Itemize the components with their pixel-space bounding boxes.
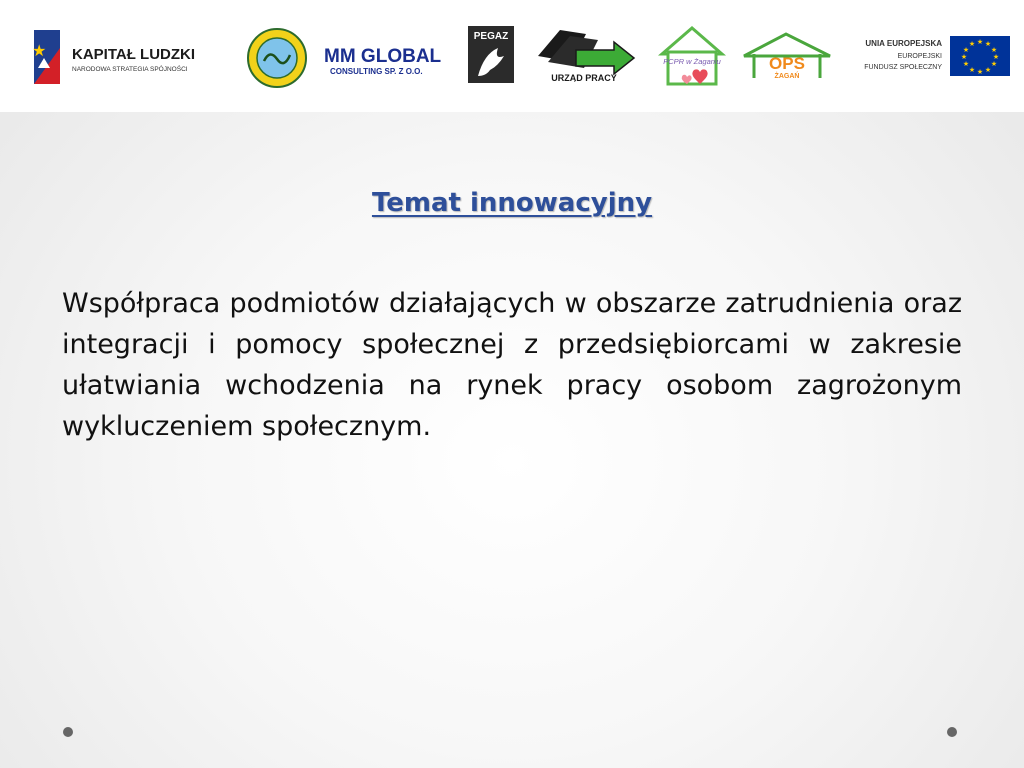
svg-text:★: ★: [962, 61, 970, 68]
ops-logo: [740, 32, 834, 82]
kapital-ludzki-subtitle: NARODOWA STRATEGIA SPÓJNOŚCI: [72, 66, 188, 73]
left-decorative-dot: [63, 727, 73, 737]
svg-text:★: ★: [976, 39, 984, 46]
svg-text:★: ★: [968, 41, 976, 48]
slide-title: Temat innowacyjny: [371, 188, 653, 218]
svg-text:★: ★: [968, 67, 976, 74]
ops-name: OPS: [769, 54, 805, 73]
eu-line1: UNIA EUROPEJSKA: [865, 39, 942, 48]
slide-body-text: Współpraca podmiotów działających w obszarze zatrudnienia oraz integracji i pomocy społecznej z przedsiębiorcami w zakresie ułatwiania wchodzenia na rynek pracy osobom zagrożonym wykluczeniem społecznym.: [62, 288, 962, 442]
pcpr-name: PCPR w Żaganiu: [663, 57, 721, 66]
ops-subtitle: ŻAGAŃ: [774, 73, 800, 80]
svg-text:★: ★: [984, 41, 992, 48]
svg-text:★: ★: [992, 54, 1000, 61]
kapital-ludzki-logo: [28, 28, 208, 88]
mm-global-subtitle: CONSULTING SP. Z O.O.: [330, 67, 423, 76]
eu-line3: FUNDUSZ SPOŁECZNY: [864, 64, 942, 71]
pcpr-logo: [656, 24, 728, 88]
urzad-pracy-name: URZĄD PRACY: [551, 73, 617, 82]
pegaz-name: PEGAZ: [473, 31, 509, 42]
svg-text:★: ★: [32, 43, 47, 60]
eu-logo: [856, 34, 1012, 78]
svg-text:★: ★: [976, 69, 984, 76]
mm-global-name: MM GLOBAL: [324, 46, 442, 67]
svg-text:★: ★: [960, 54, 968, 61]
kapital-ludzki-name: KAPITAŁ LUDZKI: [72, 46, 196, 63]
eu-line2: EUROPEJSKI: [897, 53, 942, 60]
pegaz-logo: [468, 26, 516, 84]
logo-bar: [0, 0, 1024, 112]
svg-text:★: ★: [984, 67, 992, 74]
round-emblem-logo: [246, 27, 310, 89]
right-decorative-dot: [947, 727, 957, 737]
svg-text:★: ★: [990, 47, 998, 54]
urzad-pracy-logo: [536, 24, 638, 82]
svg-text:★: ★: [990, 61, 998, 68]
mm-global-logo: [322, 42, 452, 78]
svg-text:★: ★: [962, 47, 970, 54]
